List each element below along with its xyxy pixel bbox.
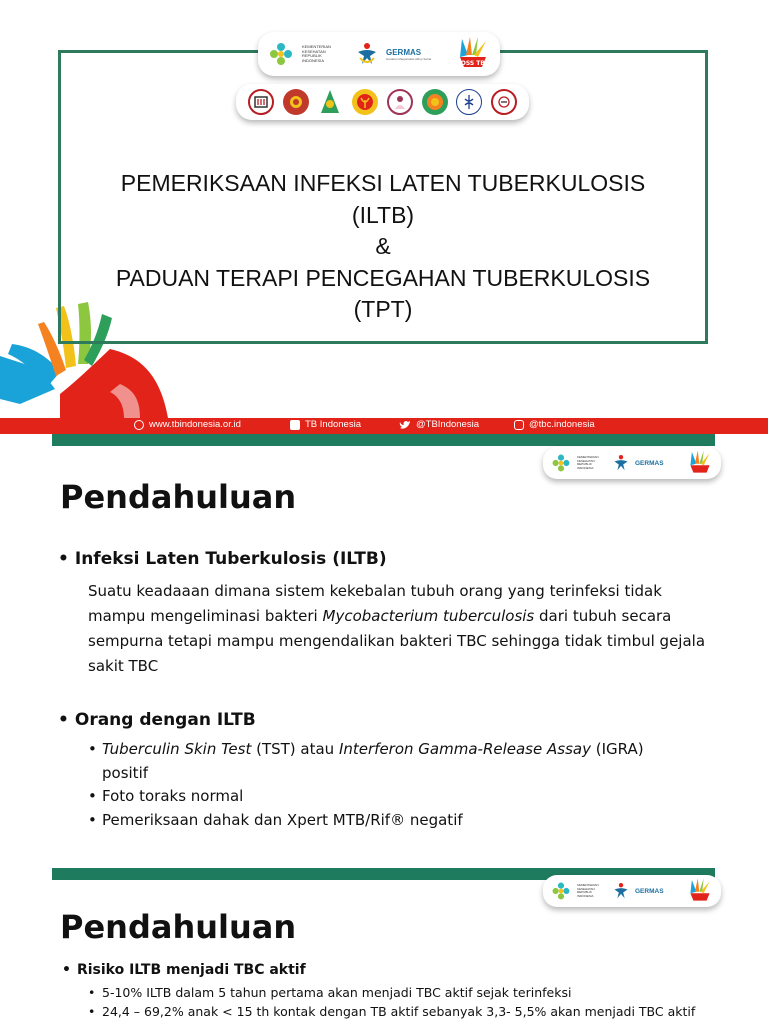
footer-website xyxy=(134,419,241,430)
definition-text-end: dari tubuh secara sempurna tetapi mampu mengendalikan bakteri TBC sehingga tidak timbul gejala sakit TBC xyxy=(88,607,706,675)
igra-text: Interferon Gamma-Release Assay xyxy=(338,740,591,758)
instagram-icon xyxy=(514,420,524,430)
list-item: • Pemeriksaan dahak dan Xpert MTB/Rif® negatif xyxy=(88,809,708,833)
orang-iltb-criteria-list xyxy=(88,738,708,832)
slide-title-text xyxy=(62,168,704,326)
partner-logo-bar-small xyxy=(543,875,721,907)
iltb-definition-paragraph xyxy=(88,579,708,679)
org-logo-6-icon xyxy=(422,89,448,115)
org-logo-7-icon xyxy=(456,89,482,115)
item1-end-text: (IGRA) xyxy=(590,740,644,758)
org-logo-3-icon xyxy=(317,89,343,115)
footer-website-text: www.tbindonesia.or.id xyxy=(149,419,241,430)
germas-logo-text: GERMAS xyxy=(386,47,422,57)
org-logo-5-icon xyxy=(387,89,413,115)
iltb-heading-text: Infeksi Laten Tuberkulosis (ILTB) xyxy=(74,549,387,569)
tst-text: Tuberculin Skin Test xyxy=(102,740,252,758)
germas-logo-icon xyxy=(356,42,378,66)
globe-icon xyxy=(134,420,144,430)
definition-text-italic: Mycobacterium tuberculosis xyxy=(322,607,535,625)
orang-iltb-heading-text: Orang dengan ILTB xyxy=(74,710,256,730)
list-item: • 5-10% ILTB dalam 5 tahun pertama akan menjadi TBC aktif sejak terinfeksi xyxy=(88,983,695,1002)
germas-logo-text: GERMAS xyxy=(635,887,664,895)
item1-continuation: positif xyxy=(102,763,149,782)
toss-tbc-logo-icon xyxy=(687,877,713,905)
slide-title: Pendahuluan xyxy=(60,478,297,516)
org-logo-1-icon xyxy=(248,89,274,115)
title-line-2: (ILTB) xyxy=(351,201,415,228)
title-line-4: PADUAN TERAPI PENCEGAHAN TUBERKULOSIS xyxy=(115,264,651,291)
kemenkes-logo-icon xyxy=(268,41,294,67)
list-item: • Foto toraks normal xyxy=(88,785,708,809)
slide-title: Pendahuluan xyxy=(60,908,297,946)
kemenkes-logo-text: KEMENTERIAN KESEHATAN REPUBLIK INDONESIA xyxy=(577,455,599,470)
bullet-risiko-heading xyxy=(62,962,306,978)
list-item xyxy=(88,738,708,785)
footer-twitter-text: @TBIndonesia xyxy=(416,419,479,430)
toss-tbc-logo-text: TOSS TBC xyxy=(456,60,490,67)
kemenkes-logo-icon xyxy=(551,881,571,901)
footer-facebook xyxy=(290,419,361,430)
introduction-slide xyxy=(0,434,768,868)
list-item: • 24,4 – 69,2% anak < 15 th kontak dengan TB aktif sebanyak 3,3- 5,5% akan menjadi TBC aktif xyxy=(88,1002,695,1021)
title-line-5: (TPT) xyxy=(353,296,413,322)
item1-mid-text: (TST) atau xyxy=(251,740,339,758)
footer-instagram xyxy=(514,419,595,430)
bullet-marker: • xyxy=(62,962,71,978)
toss-tbc-logo-icon xyxy=(687,449,713,477)
risiko-list xyxy=(88,983,695,1021)
org-logo-4-icon xyxy=(352,89,378,115)
partner-logo-bar xyxy=(258,32,500,76)
bullet-iltb-heading xyxy=(58,549,387,569)
germas-logo-icon xyxy=(613,454,629,472)
bullet-orang-iltb-heading xyxy=(58,710,256,730)
germas-logo-icon xyxy=(613,882,629,900)
org-logo-2-icon xyxy=(283,89,309,115)
twitter-icon xyxy=(399,420,411,430)
germas-logo-text: GERMAS xyxy=(635,459,664,467)
facebook-icon xyxy=(290,420,300,430)
partner-logo-bar-small xyxy=(543,447,721,479)
introduction-slide-2 xyxy=(0,868,768,1024)
toss-tbc-logo-icon xyxy=(456,35,490,73)
kemenkes-logo-icon xyxy=(551,453,571,473)
bullet-marker: • xyxy=(58,710,69,730)
title-line-1: PEMERIKSAAN INFEKSI LATEN TUBERKULOSIS xyxy=(120,170,646,196)
social-footer-band xyxy=(0,418,768,434)
footer-twitter xyxy=(399,419,479,430)
slide-top-bar xyxy=(52,434,715,446)
organization-logo-bar xyxy=(236,84,529,120)
title-line-3: & xyxy=(375,233,391,259)
title-slide xyxy=(0,0,768,434)
footer-facebook-text: TB Indonesia xyxy=(305,419,361,430)
bullet-marker: • xyxy=(58,549,69,569)
germas-tagline: Gerakan Masyarakat Hidup Sehat xyxy=(386,56,432,61)
kemenkes-logo-text: KEMENTERIAN KESEHATAN REPUBLIK INDONESIA xyxy=(577,883,599,898)
footer-instagram-text: @tbc.indonesia xyxy=(529,419,595,430)
kemenkes-logo-text: KEMENTERIAN KESEHATAN REPUBLIK INDONESIA xyxy=(302,44,331,63)
definition-text-start: Suatu keadaaan dimana sistem kekebalan tubuh orang yang terinfeksi tidak mampu mengeliminasi bakteri xyxy=(88,582,662,625)
org-logo-8-icon xyxy=(491,89,517,115)
risiko-heading-text: Risiko ILTB menjadi TBC aktif xyxy=(76,962,306,978)
